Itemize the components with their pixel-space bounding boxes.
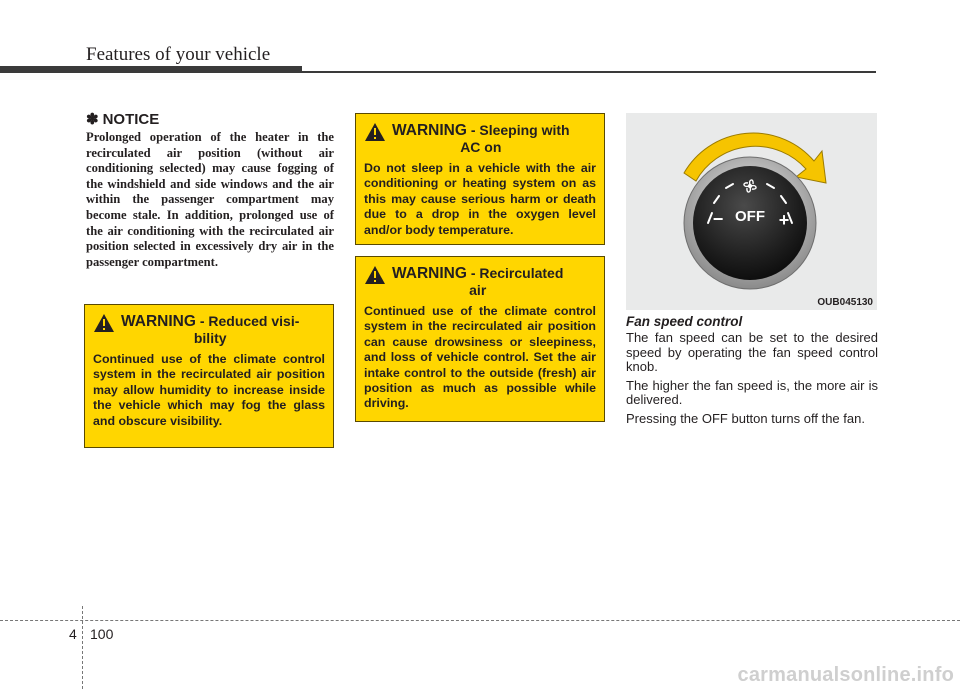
page-number: 100: [90, 626, 114, 642]
footer-divider: [82, 606, 83, 689]
header-bar: [0, 66, 302, 73]
chapter-number: 4: [69, 626, 77, 642]
warning-body: Continued use of the climate control system in the recirculated air position can cause drowsiness or sleepiness, and loss of vehicle control. Set the air intake control to the outside (fresh) air position as much as possible while driving.: [364, 304, 596, 411]
fan-speed-section: [626, 314, 878, 431]
notice-heading-text: NOTICE: [102, 111, 160, 128]
warning-sleeping-ac-on: [355, 113, 605, 245]
fan-speed-paragraph: The higher the fan speed is, the more air is delivered.: [626, 377, 878, 408]
warning-triangle-icon: [93, 313, 115, 333]
notice-heading: [86, 110, 334, 128]
fan-knob-figure: [626, 113, 877, 310]
fan-knob-illustration: [626, 113, 877, 310]
warning-recirculated-air: [355, 256, 605, 422]
fan-speed-heading: Fan speed control: [626, 314, 743, 329]
warning-body: Do not sleep in a vehicle with the air conditioning or heating system on as this may cause serious harm or death due to a drop in the oxygen level and/or body temperature.: [364, 161, 596, 237]
page-header-title: Features of your vehicle: [86, 44, 271, 65]
warning-title: WARNING - Sleeping with AC on: [392, 122, 570, 155]
knob-off-label: OFF: [735, 208, 765, 225]
header-rule: [302, 71, 876, 73]
fan-speed-paragraph: Pressing the OFF button turns off the fan.: [626, 410, 865, 426]
warning-triangle-icon: [364, 122, 386, 142]
knob-plus-label: +: [778, 210, 790, 230]
warning-body: Continued use of the climate control system in the recirculated air position may allow humidity to increase inside the vehicle which may fog the glass and obscure visibility.: [93, 352, 325, 428]
fan-speed-paragraph: The fan speed can be set to the desired speed by operating the fan speed control knob.: [626, 330, 878, 375]
notice-star-icon: ✽: [86, 111, 99, 128]
figure-code: OUB045130: [817, 297, 873, 308]
warning-title: WARNING - Recirculated air: [392, 265, 564, 298]
watermark: carmanualsonline.info: [737, 664, 954, 686]
warning-triangle-icon: [364, 265, 386, 285]
warning-title: WARNING - Reduced visi- bility: [121, 313, 300, 346]
notice-body: Prolonged operation of the heater in the recirculated air position (without air conditioning selected) may cause fogging of the windshield and side windows and the air within the passenger compartment may become stale. In addition, prolonged use of the air conditioning with the recirculated air position selected in excessively dry air in the passenger compartment.: [86, 130, 334, 269]
footer-rule: [0, 620, 960, 621]
notice-section: [86, 110, 334, 270]
warning-reduced-visibility: [84, 304, 334, 448]
knob-minus-label: −: [712, 209, 724, 229]
